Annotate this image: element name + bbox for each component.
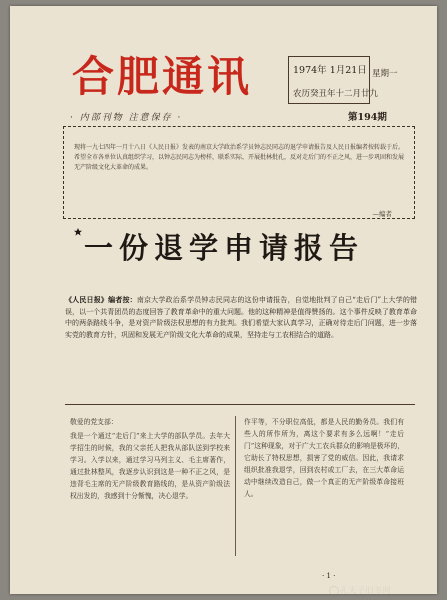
letter-body-right: 作平等，不分职位高低，都是人民的勤务员。我们有些人的所作所为，离这个要求有多么远啊！“走后门”这种现象，对于广大工农兵群众的影响是极坏的，它助长了特权思想，损害了党的威信。因此，我请求组织批准我退学，回到农村或工厂去，在三大革命运动中继续改造自己，做一个真正的无产阶级革命接班人。	[244, 418, 404, 498]
watermark-logo-icon	[329, 586, 339, 594]
issue-number: 第194期	[348, 112, 387, 123]
letter-column-left	[70, 416, 230, 556]
editor-note-text: 南京大学政治系学员钟志民同志的这份申请报告，自觉地批判了自己“走后门”上大学的错误，以一个共青团员的态度回答了教育革命中的重大问题。他的这种精神是值得赞扬的。这个事件反映了教育革命中的两条路线斗争，是对资产阶级法权思想的有力批判。我们希望大家认真学习，正确对待走后门问题，进一步落实党的教育方针，巩固和发展无产阶级文化大革命的成果，坚持走与工农相结合的道路。	[65, 296, 418, 339]
masthead-title: 合肥通讯	[72, 52, 253, 101]
page-number: · 1 ·	[322, 572, 336, 580]
issue-date: 1974年 1月21日	[293, 65, 367, 76]
notice-text: 现将一九七四年一月十八日《人民日报》发表的南京大学政治系学员钟志民同志的退学申请报告及人民日报编者按转载于后。希望全市各单位认真组织学习，以钟志民同志为榜样，联系实际，开展批林批孔，反对走后门的不正之风，进一步巩固和发展无产阶级文化大革命的成果。	[74, 144, 405, 171]
star-icon	[74, 228, 82, 236]
section-divider	[65, 404, 415, 405]
letter-greeting: 敬爱的党支部：	[70, 418, 118, 426]
lunar-date: 农历癸丑年十二月廿九	[293, 89, 379, 99]
headline: 一份退学申请报告	[84, 231, 365, 265]
weekday: 星期一	[372, 69, 398, 79]
letter-column-right	[244, 416, 404, 556]
date-box	[288, 56, 379, 104]
editor-note-label: 《人民日报》编者按：	[65, 295, 137, 304]
notice-signature: —编者	[372, 210, 392, 218]
masthead-subline: · 内部刊物 注意保存 ·	[70, 113, 183, 123]
editor-notice-box	[63, 126, 415, 219]
letter-body-left: 我是一个通过“走后门”来上大学的部队学员。去年大学招生的时候，我的父亲托人把我从部队送到学校来学习。入学以来，通过学习马列主义、毛主席著作，通过批林整风，我逐步认识到这是一种不正之风，是违背毛主席的无产阶级教育路线的，是从资产阶级法权出发的，我感到十分惭愧，决心退学。	[70, 432, 230, 500]
watermark: 孔夫子旧书网	[340, 586, 391, 594]
column-divider	[235, 416, 236, 556]
editor-note	[65, 294, 417, 341]
newspaper-page	[10, 6, 437, 594]
